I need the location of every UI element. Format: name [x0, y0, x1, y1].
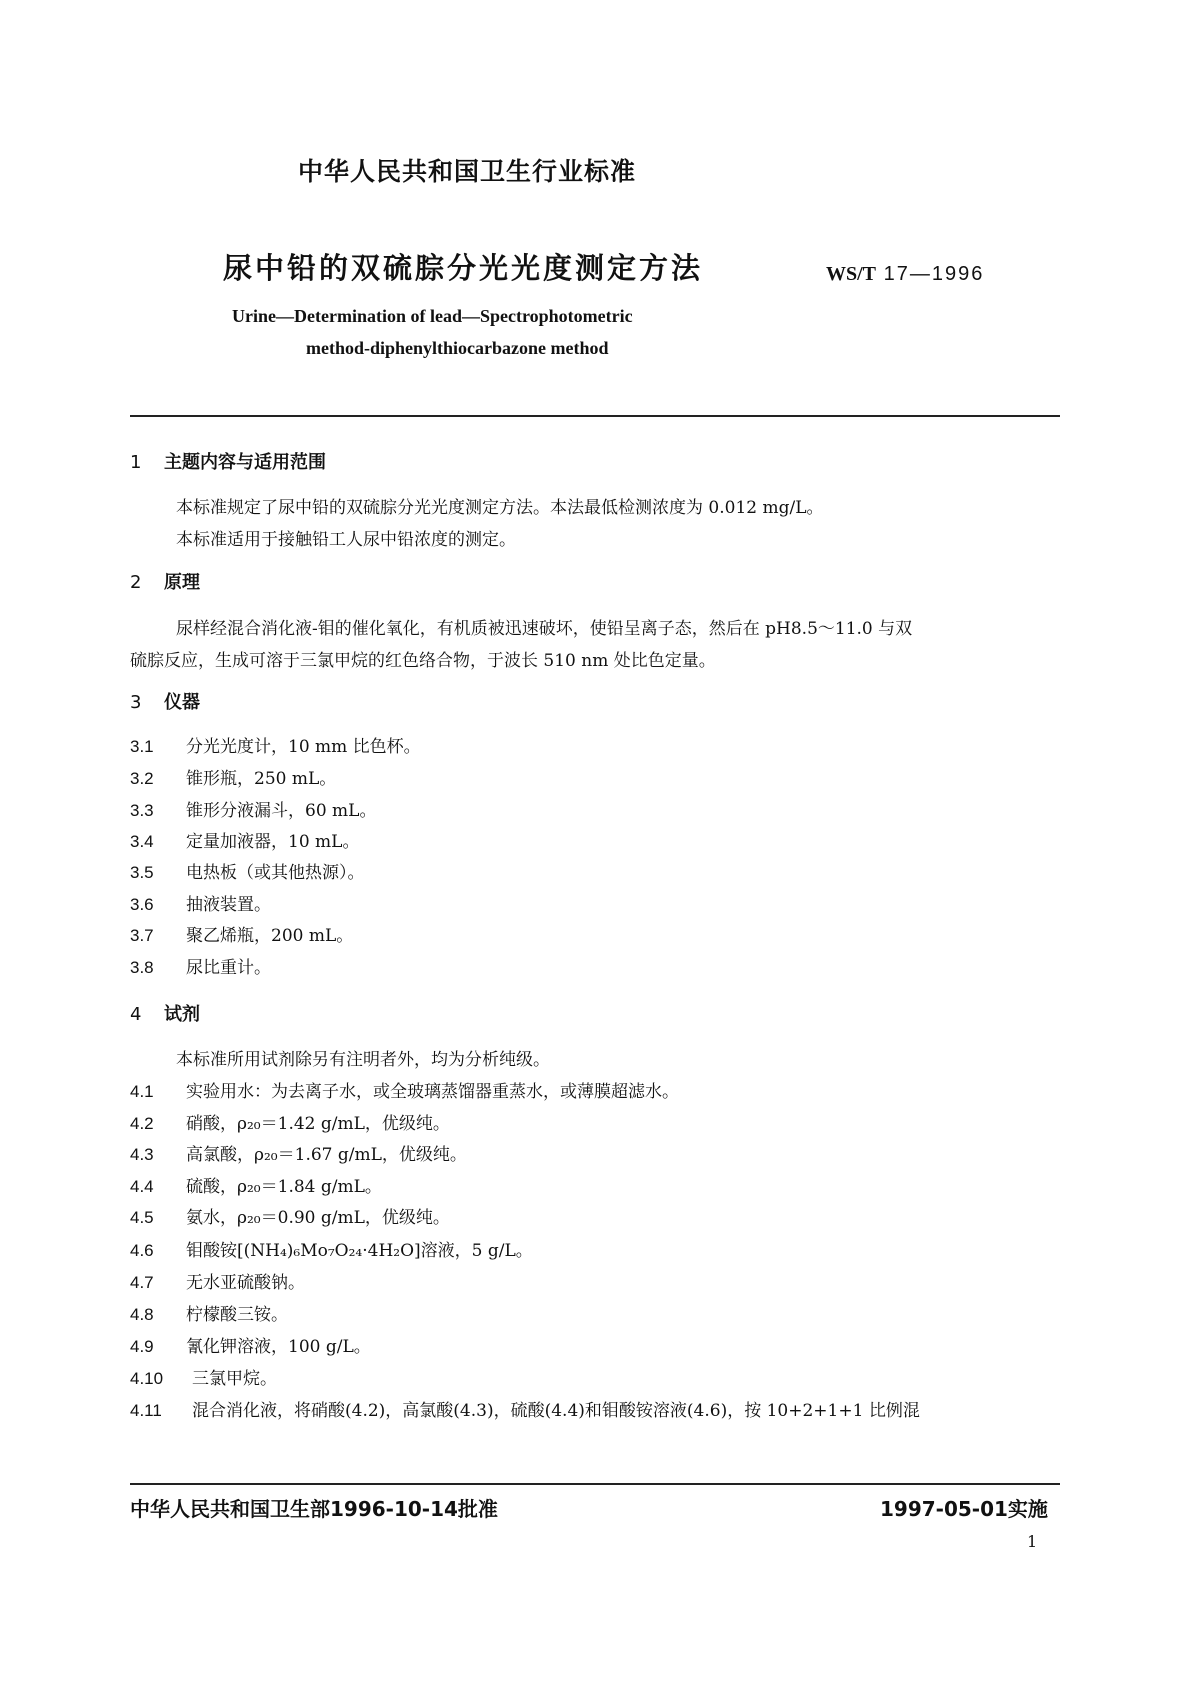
item-text: 锥形瓶，250 mL。 — [186, 769, 337, 789]
section-2-paragraph-line-1: 尿样经混合消化液-钼的催化氧化，有机质被迅速破坏，使铅呈离子态，然后在 pH8.5～11.0 与双 — [176, 619, 913, 639]
list-item — [130, 1396, 920, 1421]
list-item — [130, 890, 271, 915]
section-title: 仪器 — [164, 692, 200, 713]
item-number: 4.6 — [130, 1241, 154, 1260]
english-title-line2: method-diphenylthiocarbazone method — [306, 338, 609, 358]
implementation-date: 1997-05-01实施 — [880, 1497, 1048, 1521]
item-text: 尿比重计。 — [186, 958, 271, 978]
list-item — [130, 1140, 467, 1165]
section-4-intro: 本标准所用试剂除另有注明者外，均为分析纯级。 — [176, 1050, 550, 1070]
item-text: 硝酸，ρ₂₀＝1.42 g/mL，优级纯。 — [186, 1114, 450, 1134]
list-item — [130, 796, 376, 821]
section-3-heading — [130, 688, 200, 714]
item-number: 4.1 — [130, 1082, 154, 1101]
item-number: 4.4 — [130, 1177, 154, 1196]
item-number: 4.9 — [130, 1337, 154, 1356]
standard-code-prefix: WS/T — [826, 263, 877, 285]
item-text: 混合消化液，将硝酸(4.2)，高氯酸(4.3)，硫酸(4.4)和钼酸铵溶液(4.6)，按 10+2+1+1 比例混 — [192, 1401, 920, 1421]
document-title: 尿中铅的双硫腙分光光度测定方法 — [223, 251, 704, 285]
standard-name: 中华人民共和国卫生行业标准 — [298, 157, 637, 186]
section-1-paragraph-1: 本标准规定了尿中铅的双硫腙分光光度测定方法。本法最低检测浓度为 0.012 mg/L。 — [176, 498, 824, 518]
section-2-paragraph-line-2: 硫腙反应，生成可溶于三氯甲烷的红色络合物，于波长 510 nm 处比色定量。 — [130, 651, 716, 671]
standard-code-number: 17—1996 — [883, 263, 985, 285]
item-number: 4.3 — [130, 1145, 154, 1164]
section-title: 试剂 — [164, 1004, 200, 1025]
item-number: 3.5 — [130, 863, 154, 882]
section-4-heading — [130, 1000, 200, 1026]
section-title: 主题内容与适用范围 — [164, 452, 326, 473]
section-number: 4 — [130, 1004, 142, 1025]
item-text: 柠檬酸三铵。 — [186, 1305, 288, 1325]
item-text: 锥形分液漏斗，60 mL。 — [186, 801, 377, 821]
list-item — [130, 764, 336, 789]
list-item — [130, 732, 421, 757]
header-divider — [130, 415, 1060, 417]
footer-divider — [130, 1483, 1060, 1485]
item-text: 抽液装置。 — [186, 895, 271, 915]
section-1-heading — [130, 448, 326, 474]
item-number: 4.5 — [130, 1208, 154, 1227]
list-item — [130, 1109, 450, 1134]
section-1-paragraph-2: 本标准适用于接触铅工人尿中铅浓度的测定。 — [176, 530, 516, 550]
item-text: 定量加液器，10 mL。 — [186, 832, 360, 852]
list-item — [130, 953, 271, 978]
item-number: 3.1 — [130, 737, 154, 756]
section-number: 3 — [130, 692, 142, 713]
list-item — [130, 1268, 305, 1293]
item-text: 钼酸铵[(NH₄)₆Mo₇O₂₄·4H₂O]溶液，5 g/L。 — [186, 1241, 533, 1261]
item-text: 聚乙烯瓶，200 mL。 — [186, 926, 354, 946]
list-item — [130, 1172, 382, 1197]
section-number: 1 — [130, 452, 142, 473]
list-item — [130, 858, 365, 883]
item-number: 4.10 — [130, 1369, 164, 1388]
item-number: 3.2 — [130, 769, 154, 788]
item-text: 硫酸，ρ₂₀＝1.84 g/mL。 — [186, 1177, 382, 1197]
list-item — [130, 1300, 288, 1325]
item-number: 3.6 — [130, 895, 154, 914]
approval-line: 中华人民共和国卫生部1996-10-14批准 — [130, 1497, 498, 1521]
item-text: 无水亚硫酸钠。 — [186, 1273, 305, 1293]
section-number: 2 — [130, 572, 142, 593]
item-text: 三氯甲烷。 — [192, 1369, 277, 1389]
page-number: 1 — [1027, 1532, 1038, 1551]
item-text: 分光光度计，10 mm 比色杯。 — [186, 737, 421, 757]
item-text: 高氯酸，ρ₂₀＝1.67 g/mL，优级纯。 — [186, 1145, 467, 1165]
item-text: 实验用水：为去离子水，或全玻璃蒸馏器重蒸水，或薄膜超滤水。 — [186, 1082, 679, 1102]
english-title-line1: Urine—Determination of lead—Spectrophotometric — [232, 306, 633, 326]
list-item — [130, 1077, 679, 1102]
list-item — [130, 1332, 371, 1357]
list-item — [130, 1364, 277, 1389]
item-number: 3.3 — [130, 801, 154, 820]
section-2-heading — [130, 568, 200, 594]
item-number: 4.7 — [130, 1273, 154, 1292]
item-text: 电热板（或其他热源）。 — [186, 863, 365, 883]
section-title: 原理 — [164, 572, 200, 593]
list-item — [130, 1236, 533, 1261]
item-number: 3.8 — [130, 958, 154, 977]
item-number: 3.7 — [130, 926, 154, 945]
item-text: 氨水，ρ₂₀＝0.90 g/mL，优级纯。 — [186, 1208, 450, 1228]
list-item — [130, 827, 359, 852]
item-number: 4.8 — [130, 1305, 154, 1324]
standard-code — [826, 263, 984, 286]
item-text: 氰化钾溶液，100 g/L。 — [186, 1337, 371, 1357]
item-number: 4.2 — [130, 1114, 154, 1133]
list-item — [130, 921, 353, 946]
item-number: 4.11 — [130, 1401, 162, 1420]
list-item — [130, 1203, 450, 1228]
item-number: 3.4 — [130, 832, 154, 851]
